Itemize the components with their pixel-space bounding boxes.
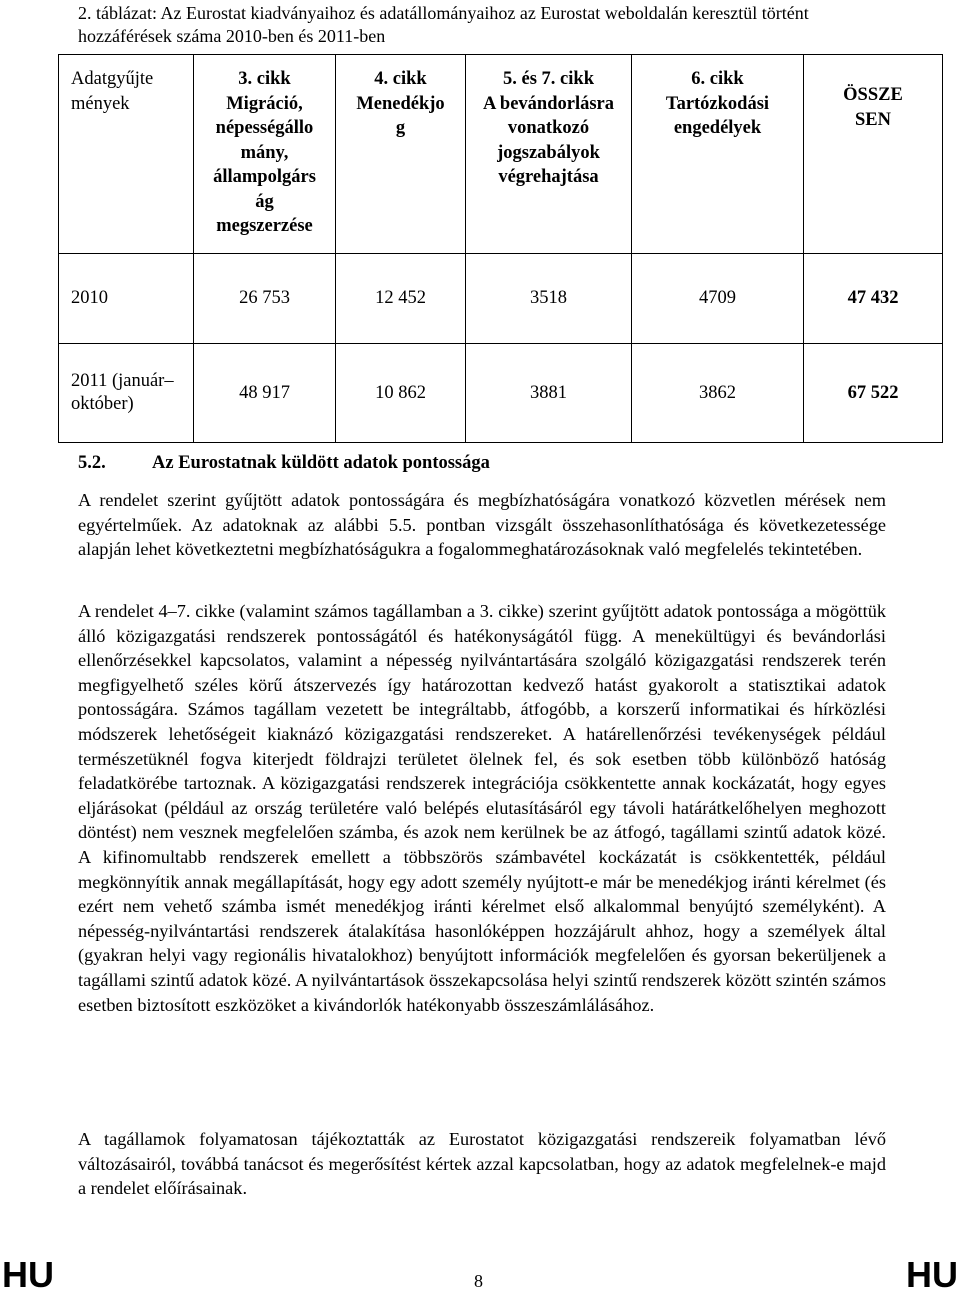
language-code-right: HU (906, 1254, 958, 1295)
total-cell: 67 522 (804, 344, 943, 443)
table-header-row (59, 55, 943, 254)
header-cell: Adatgyűjte mények (59, 55, 194, 254)
section-number: 5.2. (78, 453, 106, 473)
table-caption: 2. táblázat: Az Eurostat kiadványaihoz és adatállományaihoz az Eurostat weboldalán keresztül történt hozzáférések száma 2010-ben és 2011-ben (78, 3, 809, 46)
header-cell: 4. cikk Menedékjo g (336, 55, 466, 254)
header-cell: ÖSSZE SEN (804, 55, 943, 254)
table-cell: 12 452 (336, 254, 466, 344)
header-cell: 6. cikk Tartózkodási engedélyek (632, 55, 804, 254)
year-cell: 2011 (január– október) (59, 344, 194, 443)
table-cell: 3518 (466, 254, 632, 344)
table-cell: 3881 (466, 344, 632, 443)
data-table (58, 54, 943, 443)
paragraph: A rendelet szerint gyűjtött adatok pontosságára és megbízhatóságára vonatkozó közvetlen mérések nem egyértelműek. Az adatoknak az alábbi 5.5. pontban vizsgált összehasonlíthatósága és következetessége alapján lehet következtetni megbízhatóságukra a fogalommeghatározásoknak való megfelelés tekintetében. (78, 490, 886, 560)
table-cell: 26 753 (194, 254, 336, 344)
language-code-left: HU (2, 1254, 54, 1295)
section-heading (78, 453, 490, 474)
table-cell: 48 917 (194, 344, 336, 443)
total-cell: 47 432 (804, 254, 943, 344)
table-cell: 4709 (632, 254, 804, 344)
paragraph: A rendelet 4–7. cikke (valamint számos tagállamban a 3. cikke) szerint gyűjtött adatok pontossága a mögöttük álló közigazgatási rendszerek pontosságától és hatékonyságától függ. A menekültügyi és bevándorlási ellenőrzésekkel kapcsolatos, valamint a népesség nyilvántartására szolgáló közigazgatási rendszerek terén megfigyelhető széles körű átszervezés így határozottan kedvező hatást gyakorolt a statisztikai adatok pontosságára. Számos tagállam vezetett be integráltabb, átfogóbb, a korszerű informatikai és hírközlési módszerek lehetőségeit kiaknázó közigazgatási rendszereket. A határellenőrzési tevékenységek például természetüknél fogva kiterjedt földrajzi területet ölelnek fel, és sok esetben több különböző hatóság feladatkörébe tartoznak. A közigazgatási rendszerek integrációja csökkentette annak kockázatát, hogy egyes eljárásokat (például az ország területére való belépés elutasításáról egy távoli határátkelőhelyen meghozott döntést) nem vesznek megfelelően számba, és azok nem kerülnek be az átfogó, tagállami szintű adatok közé. A kifinomultabb rendszerek emellett a többszörös számbavétel kockázatát is csökkentették, például megkönnyítik annak megállapítását, hogy egy adott személy nyújtott-e már be menedékjog iránti kérelmet (és ezért nem vehető számba ismét menedékjog iránti kérelmet első alkalommal benyújtó személyként). A népesség-nyilvántartási rendszerek átalakítása hasonlóképpen hozzájárult ahhoz, hogy a személyek által (gyakran helyi vagy regionális hivatalokhoz) benyújtott információk megfelelően és gyorsan bekerüljenek a tagállami szintű adatok közé. A nyilvántartások összekapcsolása helyi szintű rendszerek között szintén számos esetben biztosított eszközöket a kivándorlók hatékonyabb összeszámlálásához. (78, 601, 886, 1015)
table-row (59, 344, 943, 443)
section-title: Az Eurostatnak küldött adatok pontossága (152, 453, 490, 473)
table-cell: 10 862 (336, 344, 466, 443)
year-cell: 2010 (59, 254, 194, 344)
table-row (59, 254, 943, 344)
paragraph: A tagállamok folyamatosan tájékoztatták az Eurostatot közigazgatási rendszereik folyamatban lévő változásairól, továbbá tanácsot és megerősítést kértek azzal kapcsolatban, hogy az adatok megfelelnek-e majd a rendelet előírásainak. (78, 1129, 886, 1199)
table-cell: 3862 (632, 344, 804, 443)
header-cell: 5. és 7. cikk A bevándorlásra vonatkozó jogszabályok végrehajtása (466, 55, 632, 254)
header-cell: 3. cikk Migráció, népességállo mány, állampolgárs ág megszerzése (194, 55, 336, 254)
page-number: 8 (474, 1271, 483, 1291)
